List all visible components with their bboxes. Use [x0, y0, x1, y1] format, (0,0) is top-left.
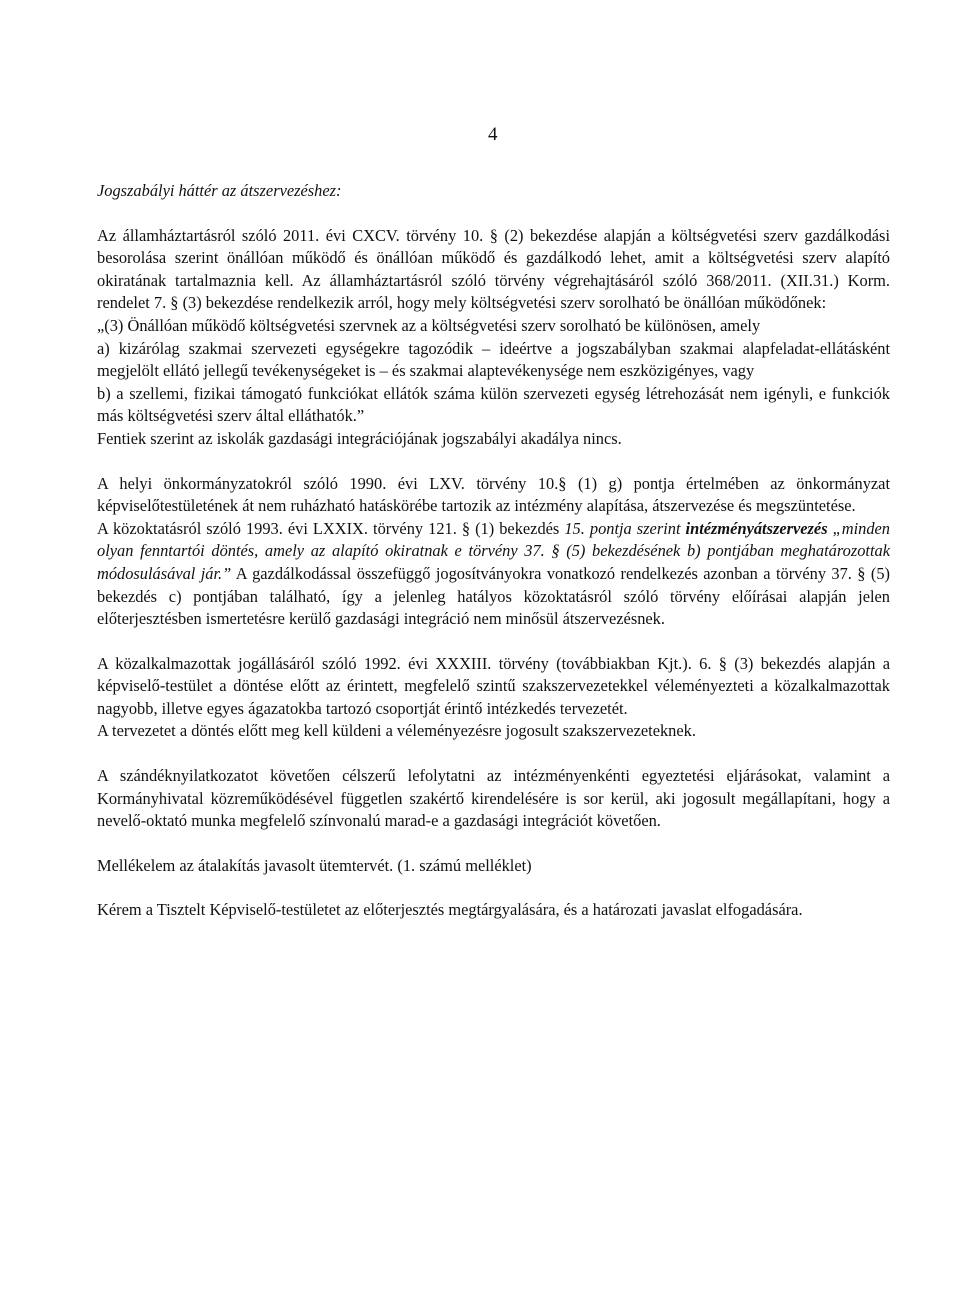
public-education-definition: „minden olyan fenntartói döntés, amely az alapító okiratnak e törvény 37. § (5) bekezdésének b) pontjában meghatározottak módosulásával jár.”: [97, 518, 890, 583]
closing-paragraph: Kérem a Tisztelt Képviselő-testületet az előterjesztés megtárgyalására, és a határozati javaslat elfogadására.: [97, 900, 803, 920]
intent-paragraph: A szándéknyilatkozatot követően célszerű lefolytatni az intézményenkénti egyeztetési eljárásokat, valamint a Kormányhivatal közreműködésével független szakértő kirendelésére is sor kerül, aki jogosult megállapítani, hogy a nevelő-oktató munka megfelelő színvonalú marad-e a gazdasági integrációt követően.: [97, 766, 890, 831]
quote-item-a: a) kizárólag szakmai szervezeti egységekre tagozódik – ideértve a jogszabályban szakmai alapfeladat-ellátásként megjelölt ellátó jellegű tevékenységeket is – és szakmai alaptevékenysége nem eszközigényes, vagy: [97, 338, 890, 381]
document-body: [97, 180, 890, 922]
public-education-paragraph: [97, 518, 890, 631]
legal-intro-paragraph: Az államháztartásról szóló 2011. évi CXCV. törvény 10. § (2) bekezdése alapján a költségvetési szerv gazdálkodási besorolása szerint önállóan működő és önállóan működő és gazdálkodó lehet, amit a költségvetési szerv alapító okiratának tartalmaznia kell. Az államháztartásról szóló törvény végrehajtásáról szóló 368/2011. (XII.31.) Korm. rendelet 7. § (3) bekezdése rendelkezik arról, hogy mely költségvetési szerv sorolható be önállóan működőnek:: [97, 225, 890, 313]
public-education-text-a: A közoktatásról szóló 1993. évi LXXIX. törvény 121. § (1) bekezdés: [97, 518, 565, 538]
civil-servants-paragraph: A közalkalmazottak jogállásáról szóló 1992. évi XXXIII. törvény (továbbiakban Kjt.). 6. § (3) bekezdés alapján a képviselő-testület a döntése előtt az érintett, megfelelő szintű szakszervezetekkel véleményezteti a közalkalmazottak nagyobb, illetve egyes ágazatokba tartozó csoportját érintő intézkedés tervezetét.: [97, 653, 890, 718]
public-education-text-b: 15. pontja szerint: [564, 518, 686, 538]
quote-item-b: b) a szellemi, fizikai támogató funkciókat ellátók száma külön szervezeti egység létrehozását nem igényli, e funkciók más költségvetési szerv által elláthatók.”: [97, 383, 890, 426]
public-education-term: intézményátszervezés: [685, 518, 828, 538]
send-draft-paragraph: A tervezetet a döntés előtt meg kell küldeni a véleményezésre jogosult szakszervezeteknek.: [97, 721, 696, 741]
quote-paragraph: „(3) Önállóan működő költségvetési szervnek az a költségvetési szerv sorolható be különösen, amely: [97, 315, 761, 335]
page-number: 4: [488, 124, 498, 145]
section-heading: Jogszabályi háttér az átszervezéshez:: [97, 181, 342, 200]
public-education-text-e: A gazdálkodással összefüggő jogosítványokra vonatkozó rendelkezés azonban a törvény 37. § (5) bekezdés c) pontjában található, így a jelenleg hatályos közoktatásról szóló törvény előírásai alapján jelen előterjesztésben ismertetésre kerülő gazdasági integráció nem minősül átszervezésnek.: [97, 563, 890, 629]
local-government-paragraph: A helyi önkormányzatokról szóló 1990. évi LXV. törvény 10.§ (1) g) pontja értelmében az önkormányzat képviselőtestületének át nem ruházható hatáskörébe tartozik az intézmény alapítása, átszervezése és megszüntetése.: [97, 473, 890, 516]
conclusion-paragraph: Fentiek szerint az iskolák gazdasági integrációjának jogszabályi akadálya nincs.: [97, 428, 622, 448]
attachment-paragraph: Mellékelem az átalakítás javasolt ütemtervét. (1. számú melléklet): [97, 855, 532, 875]
